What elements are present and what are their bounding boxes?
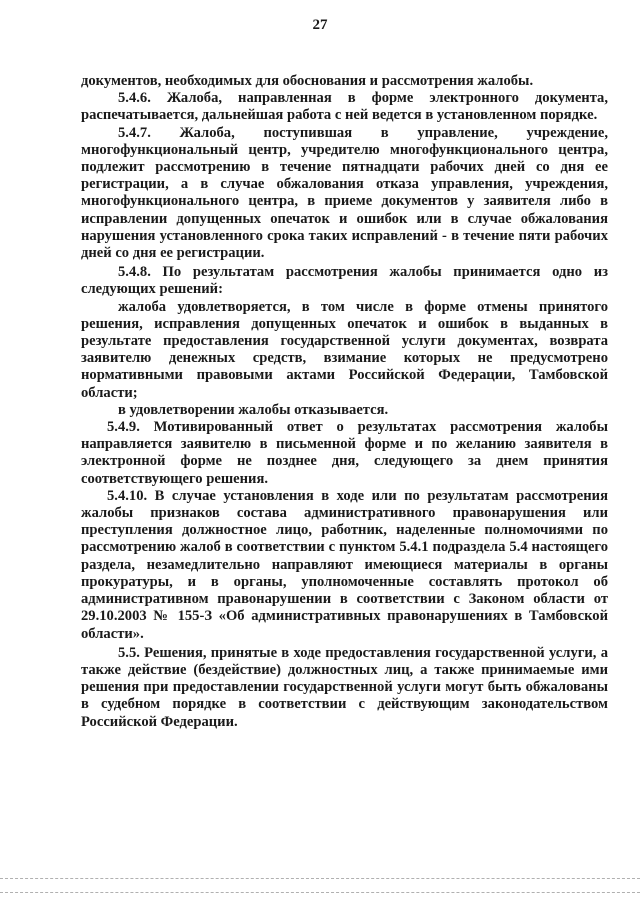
scan-edge-line	[0, 878, 640, 879]
document-body	[81, 73, 608, 731]
paragraph-5-4-9: 5.4.9. Мотивированный ответ о результатах рассмотрения жалобы направляется заявителю в письменной форме и по желанию заявителя в электронной форме не позднее дня, следующего за днем принятия соответствующего решения.	[81, 419, 608, 487]
paragraph-5-4-7: 5.4.7. Жалоба, поступившая в управление, учреждение, многофункциональный центр, учредителю многофункционального центра, подлежит рассмотрению в течение пятнадцати рабочих дней со дня ее регистрации, а в случае обжалования отказа управления, учреждения, многофункционального центра, в приеме документов у заявителя либо в исправлении допущенных опечаток и ошибок или в случае обжалования нарушения установленного срока таких исправлений - в течение пяти рабочих дней со дня ее регистрации.	[81, 124, 608, 262]
page-number: 27	[312, 17, 328, 33]
scan-edge-line-lower	[0, 892, 640, 893]
paragraph-decision-satisfy: жалоба удовлетворяется, в том числе в форме отмены принятого решения, исправления допущенных опечаток и ошибок в выданных в результате предоставления государственной услуги документах, возврата заявителю денежных средств, взимание которых не предусмотрено нормативными правовыми актами Российской Федерации, Тамбовской области;	[81, 298, 608, 401]
paragraph-decision-refuse: в удовлетворении жалобы отказывается.	[118, 401, 389, 418]
paragraph-5-4-6: 5.4.6. Жалоба, направленная в форме электронного документа, распечатывается, дальнейшая работа с ней ведется в установленном порядке.	[81, 90, 608, 124]
paragraph-5-4-10: 5.4.10. В случае установления в ходе или по результатам рассмотрения жалобы признаков состава административного правонарушения или преступления должностное лицо, работник, наделенные полномочиями по рассмотрению жалоб в соответствии с пунктом 5.4.1 подраздела 5.4 настоящего раздела, незамедлительно направляют имеющиеся материалы в органы прокуратуры, и в органы, уполномоченные составлять протокол об административном правонарушении в соответствии с Законом области от 29.10.2003 № 155-З «Об административных правонарушениях в Тамбовской области».	[81, 487, 608, 642]
paragraph-5-4-8: 5.4.8. По результатам рассмотрения жалобы принимается одно из следующих решений:	[81, 264, 608, 298]
paragraph-continuation: документов, необходимых для обоснования и рассмотрения жалобы.	[81, 73, 534, 89]
paragraph-5-5: 5.5. Решения, принятые в ходе предоставления государственной услуги, а также действие (бездействие) должностных лиц, а также принимаемые ими решения при предоставлении государственной услуги могут быть обжалованы в судебном порядке в соответствии с действующим законодательством Российской Федерации.	[81, 644, 608, 730]
